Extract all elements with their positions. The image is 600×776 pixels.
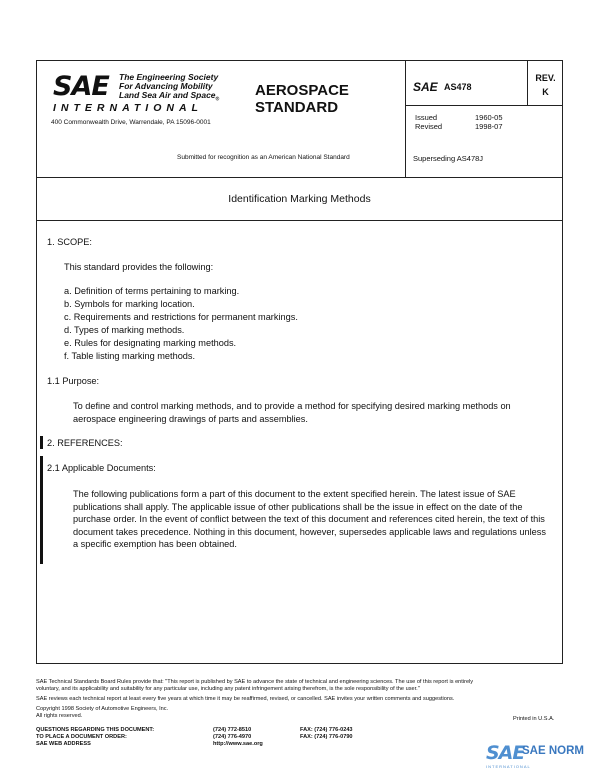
header-bottom-rule: [37, 177, 562, 178]
document-number: AS478: [444, 82, 472, 92]
issued-date: 1960-05: [475, 113, 503, 122]
submitted-note: Submitted for recognition as an American National Standard: [177, 154, 350, 161]
change-bar: [40, 456, 43, 564]
section-1-1-text: To define and control marking methods, and to provide a method for specifying desired marking methods on aerospace engineering drawings of parts and assemblies.: [73, 401, 511, 424]
sae-norm-logo: SAE: [486, 742, 525, 764]
questions-label: QUESTIONS REGARDING THIS DOCUMENT:: [36, 727, 155, 733]
section-2-1-heading: 2.1 Applicable Documents:: [47, 463, 156, 473]
list-item: e. Rules for designating marking methods.: [64, 338, 237, 348]
document-type: AEROSPACE STANDARD: [255, 82, 349, 116]
section-1-heading: 1. SCOPE:: [47, 237, 92, 247]
policy-line: voluntary, and its applicability and suitability for any particular use, including any patent infringement arising therefrom, is the sole responsibility of the user.": [36, 686, 420, 692]
revised-label: Revised: [415, 122, 443, 131]
questions-phone: (724) 772-8510: [213, 727, 252, 733]
sae-logo: SAE: [53, 71, 109, 102]
revision-value: K: [542, 87, 549, 97]
superseding-note: Superseding AS478J: [413, 154, 484, 163]
list-item: b. Symbols for marking location.: [64, 299, 195, 309]
list-item: f. Table listing marking methods.: [64, 351, 196, 361]
rev-divider-vertical: [527, 61, 528, 105]
section-2-1-text: The following publications form a part of this document to the extent specified herein. The latest issue of SAE publications shall apply. The applicable issue of other publications shall be the issue in effect on the date of the purchase order. In the event of conflict between the text of this document and references cited herein, the text of this document takes precedence. Nothing in this document, however, supersedes applicable laws and regulations unless a specific exemption has been obtained.: [73, 489, 546, 549]
change-bar: [40, 436, 43, 449]
rights: All rights reserved.: [36, 713, 83, 719]
questions-fax: FAX: (724) 776-0243: [300, 727, 353, 733]
list-item: a. Definition of terms pertaining to marking.: [64, 286, 240, 296]
web-label: SAE WEB ADDRESS: [36, 741, 91, 747]
list-item: c. Requirements and restrictions for permanent markings.: [64, 312, 298, 322]
society-tagline: The Engineering Society For Advancing Mobility Land Sea Air and Space$_®$: [119, 72, 220, 103]
sae-norm-subtitle: INTERNATIONAL: [486, 764, 531, 769]
document-frame: [36, 60, 563, 664]
order-fax: FAX: (724) 776-0790: [300, 734, 353, 740]
rev-divider-horizontal: [405, 105, 562, 106]
international-wordmark: INTERNATIONAL: [53, 102, 203, 114]
section-2-heading: 2. REFERENCES:: [47, 438, 123, 448]
sae-norm-wordmark: SAE NORM: [522, 745, 584, 757]
order-phone: (724) 776-4970: [213, 734, 252, 740]
issued-label: Issued: [415, 113, 438, 122]
review-note: SAE reviews each technical report at least every five years at which time it may be reaffirmed, revised, or cancelled. SAE invites your written comments and suggestions.: [36, 696, 455, 702]
revised-date: 1998-07: [475, 122, 503, 131]
section-1-1-heading: 1.1 Purpose:: [47, 376, 100, 386]
copyright: Copyright 1998 Society of Automotive Engineers, Inc.: [36, 706, 169, 712]
revision-label: REV.: [535, 73, 556, 83]
section-1-intro: This standard provides the following:: [64, 262, 214, 272]
web-url[interactable]: http://www.sae.org: [213, 741, 263, 747]
list-item: d. Types of marking methods.: [64, 325, 185, 335]
title-bottom-rule: [37, 220, 562, 221]
printed-note: Printed in U.S.A.: [513, 716, 555, 722]
header-divider-vertical: [405, 61, 406, 177]
sae-small-logo: SAE: [413, 80, 438, 94]
document-title: Identification Marking Methods: [228, 193, 371, 205]
order-label: TO PLACE A DOCUMENT ORDER:: [36, 734, 127, 740]
address: 400 Commonwealth Drive, Warrendale, PA 15096-0001: [51, 119, 211, 126]
policy-line: SAE Technical Standards Board Rules provide that: "This report is published by SAE to advance the state of technical and engineering sciences. The use of this report is entirely: [36, 679, 474, 685]
